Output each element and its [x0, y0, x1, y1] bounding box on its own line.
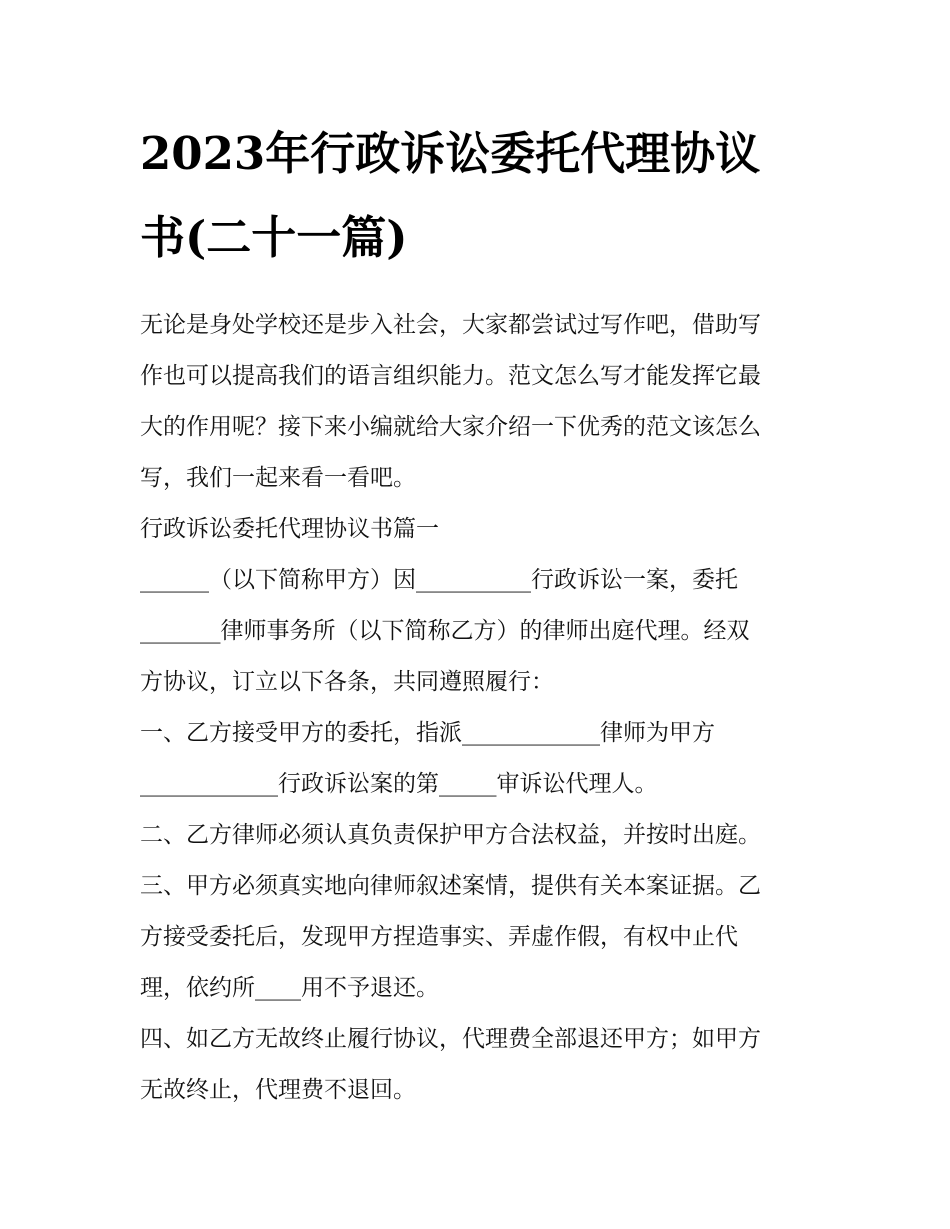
clause-line-8: 方接受委托后，发现甲方捏造事实、弄虚作假，有权中止代 [140, 924, 738, 950]
clause-line-6: 二、乙方律师必须认真负责保护甲方合法权益，并按时出庭。 [140, 822, 761, 848]
clause-line-11: 无故终止，代理费不退回。 [140, 1077, 416, 1103]
clause-line-7: 三、甲方必须真实地向律师叙述案情，提供有关本案证据。乙 [140, 873, 761, 899]
clause-paragraph [140, 555, 820, 1116]
intro-paragraph [140, 300, 820, 504]
clause-line-5: ____________行政诉讼案的第_____审诉讼代理人。 [140, 771, 658, 797]
document-body [140, 300, 820, 1116]
clause-line-9: 理，依约所____用不予退还。 [140, 975, 439, 1001]
title-line-1: 2023年行政诉讼委托代理协议 [140, 127, 761, 180]
title-line-2: 书(二十一篇) [140, 211, 408, 264]
clause-line-10: 四、如乙方无故终止履行协议，代理费全部退还甲方；如甲方 [140, 1026, 761, 1052]
document-page [140, 112, 820, 1116]
clause-line-2: _______律师事务所（以下简称乙方）的律师出庭代理。经双 [140, 618, 750, 644]
clause-line-4: 一、乙方接受甲方的委托，指派____________律师为甲方 [140, 720, 715, 746]
intro-line-2: 作也可以提高我们的语言组织能力。范文怎么写才能发挥它最 [140, 363, 761, 389]
clause-line-1: ______（以下简称甲方）因__________行政诉讼一案，委托 [140, 567, 738, 593]
intro-line-1: 无论是身处学校还是步入社会，大家都尝试过写作吧，借助写 [140, 312, 761, 338]
document-title [140, 112, 820, 280]
clause-line-3: 方协议，订立以下各条，共同遵照履行： [140, 669, 554, 695]
intro-line-4: 写，我们一起来看一看吧。 [140, 465, 416, 491]
section-heading: 行政诉讼委托代理协议书篇一 [140, 516, 439, 542]
intro-line-3: 大的作用呢？接下来小编就给大家介绍一下优秀的范文该怎么 [140, 414, 761, 440]
